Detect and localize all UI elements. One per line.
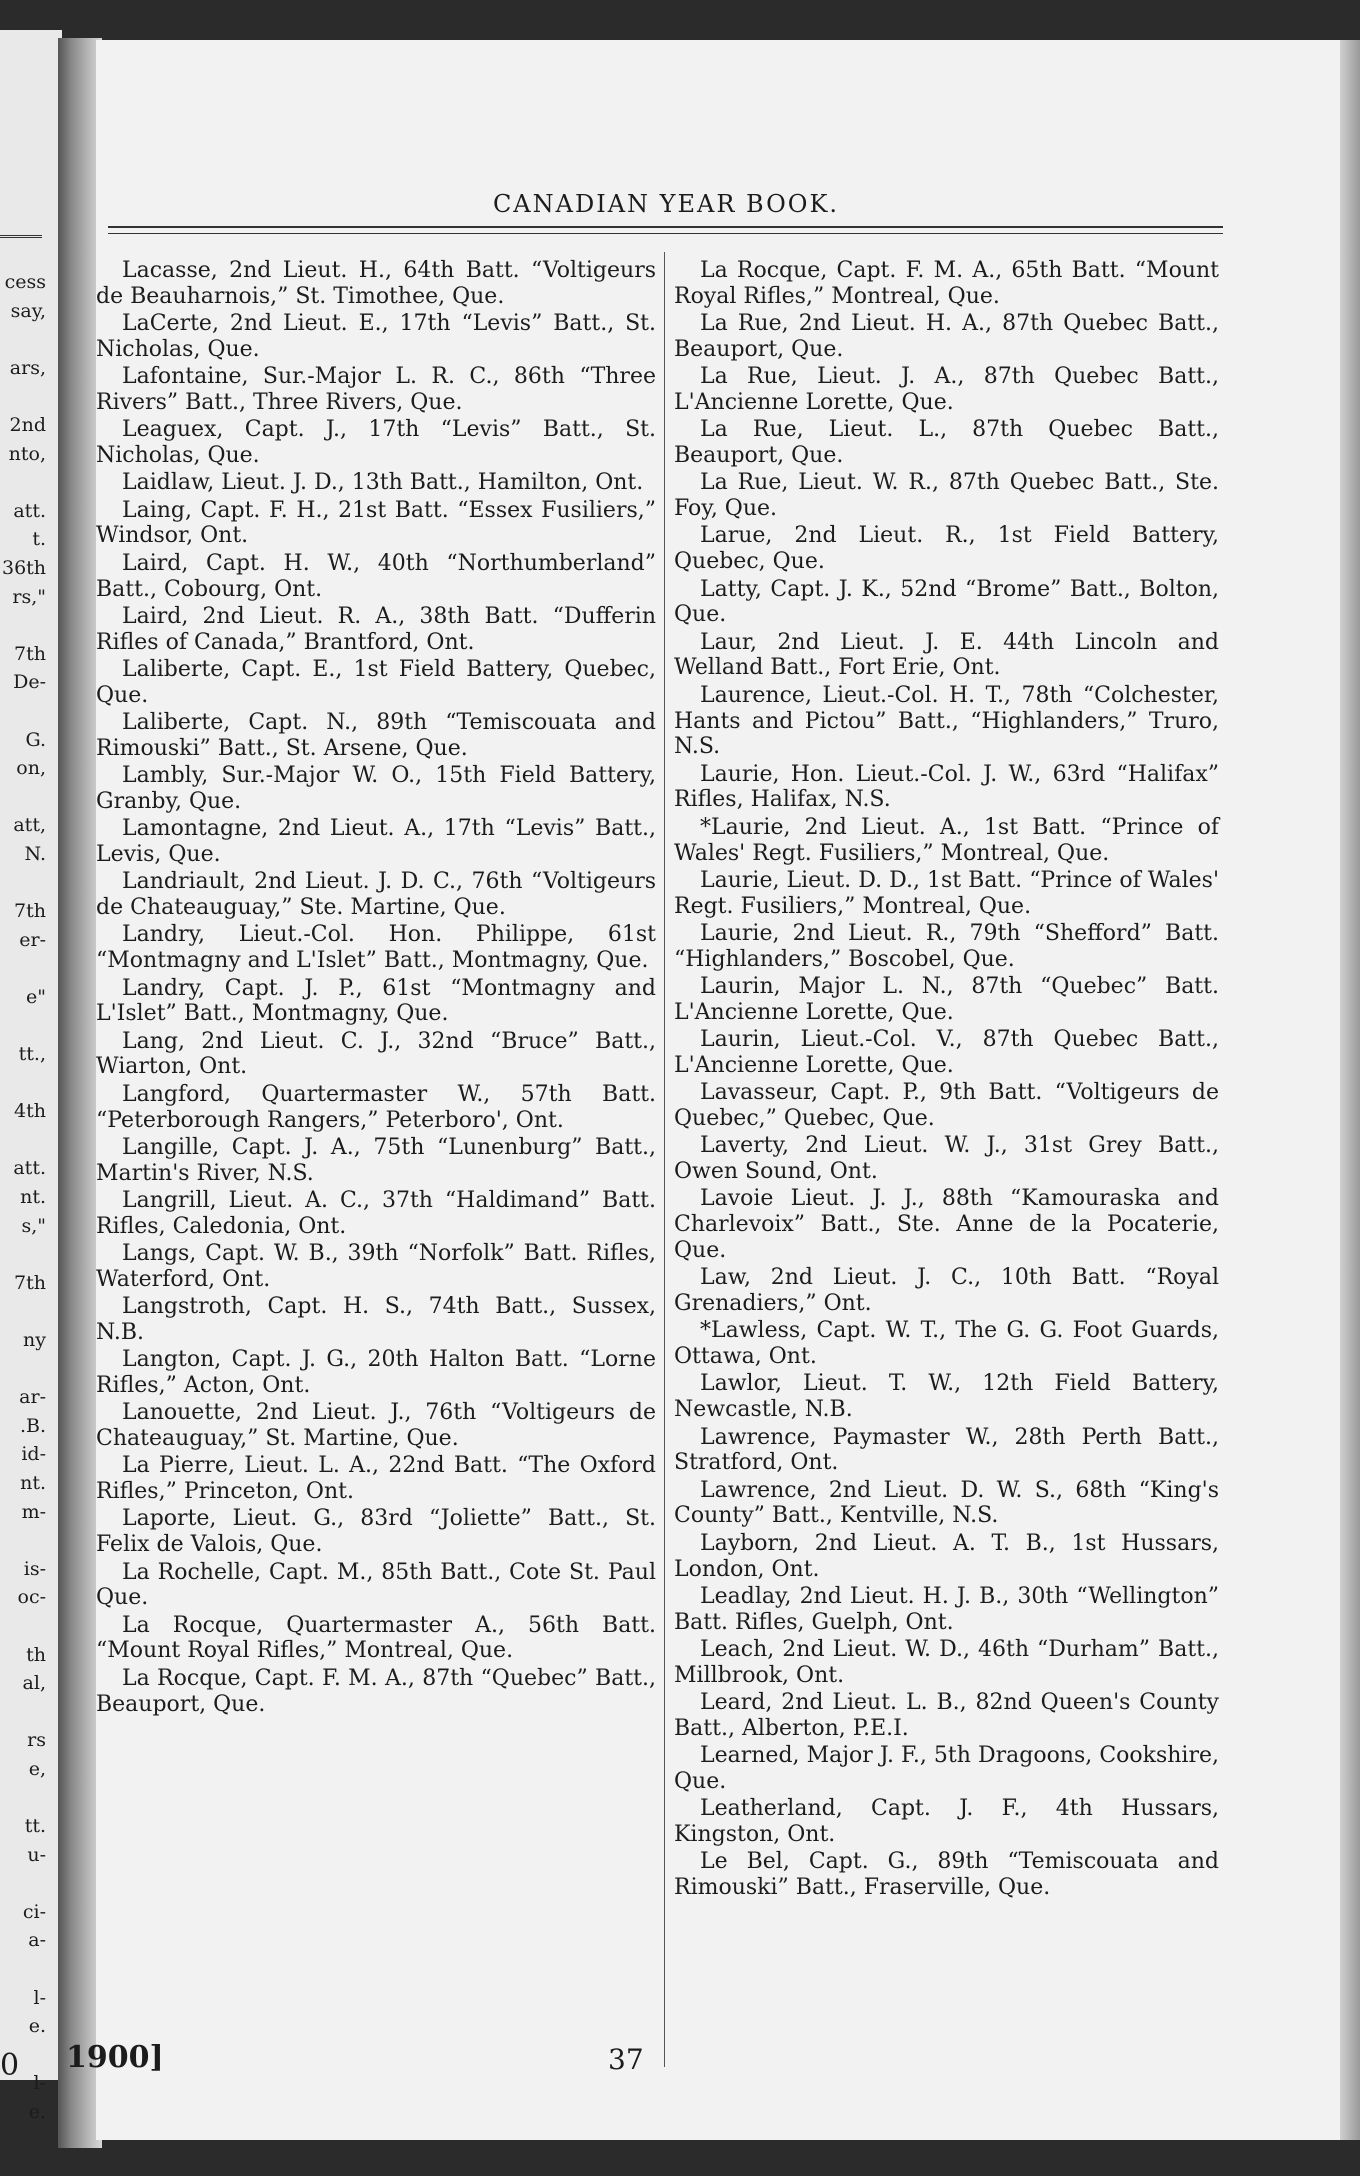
roster-entry: Laidlaw, Lieut. J. D., 13th Batt., Hamilton, Ont.: [122, 470, 644, 496]
roster-entry: Laurin, Major L. N., 87th “Quebec” Batt. L'Ancienne Lorette, Que.: [674, 974, 1219, 1025]
previous-page-fragment: cess: [4, 271, 46, 293]
roster-entry: La Rochelle, Capt. M., 85th Batt., Cote St. Paul Que.: [96, 1559, 656, 1611]
roster-entry: Laliberte, Capt. E., 1st Field Battery, Quebec, Que.: [96, 656, 656, 708]
previous-page-fragment: [2, 954, 46, 983]
previous-page-fragment: t.: [32, 528, 46, 551]
previous-page-fragment: [2, 697, 46, 726]
previous-page-fragment: ci-: [22, 1900, 46, 1923]
previous-page-fragment: l-: [33, 1986, 46, 2009]
previous-page-fragment: say,: [10, 299, 46, 322]
previous-page-fragment: [2, 611, 46, 640]
previous-page-fragment: nt.: [20, 1186, 46, 1208]
previous-page-fragment: att.: [13, 499, 46, 522]
roster-entry: La Rue, Lieut. J. A., 87th Quebec Batt., L'Ancienne Lorette, Que.: [674, 364, 1219, 415]
previous-page-fragment: e.: [28, 2101, 46, 2123]
roster-entry: Landry, Lieut.-Col. Hon. Philippe, 61st “Montmagny and L'Islet” Batt., Montmagny, Que.: [96, 922, 656, 974]
previous-page-fragment: e": [26, 985, 46, 1008]
roster-entry: Lavasseur, Capt. P., 9th Batt. “Voltigeurs de Quebec,” Quebec, Que.: [674, 1080, 1219, 1131]
footer-year: 1900]: [66, 2040, 164, 2075]
roster-entry: Laurin, Lieut.-Col. V., 87th Quebec Batt., L'Ancienne Lorette, Que.: [674, 1027, 1219, 1078]
previous-page-fragment: [2, 1955, 46, 1984]
roster-entry: La Rue, Lieut. W. R., 87th Quebec Batt., Ste. Foy, Que.: [674, 470, 1219, 522]
roster-entry: Langstroth, Capt. H. S., 74th Batt., Sussex, N.B.: [96, 1294, 656, 1345]
roster-entry: Langrill, Lieut. A. C., 37th “Haldimand” Batt. Rifles, Caledonia, Ont.: [96, 1187, 656, 1239]
previous-page-fragment: 36th: [2, 556, 47, 579]
previous-page-fragment: [2, 1612, 46, 1641]
roster-entry: Landriault, 2nd Lieut. J. D. C., 76th “Voltigeurs de Chateauguay,” Ste. Martine, Que.: [96, 869, 656, 921]
roster-entry: Laur, 2nd Lieut. J. E. 44th Lincoln and Welland Batt., Fort Erie, Ont.: [674, 629, 1219, 681]
roster-entry: La Rocque, Capt. F. M. A., 87th “Quebec” Batt., Beauport, Que.: [96, 1665, 656, 1717]
previous-page-fragment: [2, 1069, 46, 1098]
previous-page-fragment: [2, 468, 46, 497]
roster-entry: Leatherland, Capt. J. F., 4th Hussars, Kingston, Ont.: [674, 1796, 1219, 1848]
previous-page-fragment: [2, 382, 46, 411]
previous-page-fragment: ny: [23, 1328, 46, 1351]
roster-entry: Lafontaine, Sur.-Major L. R. C., 86th “Three Rivers” Batt., Three Rivers, Que.: [96, 364, 656, 415]
roster-entry: Langton, Capt. J. G., 20th Halton Batt. “Lorne Rifles,” Acton, Ont.: [96, 1347, 656, 1398]
book-page: [66, 40, 1356, 2140]
running-title: CANADIAN YEAR BOOK.: [492, 190, 840, 218]
previous-page-fragment: u-: [27, 1843, 46, 1866]
roster-entry: Latty, Capt. J. K., 52nd “Brome” Batt., Bolton, Que.: [674, 576, 1219, 628]
previous-page-fragment: ars,: [9, 356, 46, 379]
previous-page-fragment: on,: [16, 757, 46, 780]
previous-page-fragment: [2, 868, 46, 897]
previous-page-fragment: rs,": [12, 585, 46, 608]
previous-page-fragment: [2, 1526, 46, 1555]
roster-entry: *Lawless, Capt. W. T., The G. G. Foot Guards, Ottawa, Ont.: [674, 1318, 1219, 1370]
roster-entry: Learned, Major J. F., 5th Dragoons, Cookshire, Que.: [674, 1743, 1219, 1794]
roster-entry: Laurie, 2nd Lieut. R., 79th “Shefford” Batt. “Highlanders,” Boscobel, Que.: [674, 920, 1219, 972]
roster-entry: Leard, 2nd Lieut. L. B., 82nd Queen's County Batt., Alberton, P.E.I.: [674, 1690, 1219, 1741]
roster-entry: *Laurie, 2nd Lieut. A., 1st Batt. “Prince of Wales' Regt. Fusiliers,” Montreal, Que.: [674, 814, 1219, 866]
previous-page-fragment: th: [26, 1643, 46, 1666]
previous-page-fragment: er-: [19, 928, 46, 951]
roster-entry: Le Bel, Capt. G., 89th “Temiscouata and Rimouski” Batt., Fraserville, Que.: [674, 1849, 1219, 1901]
previous-page-fragment: [2, 1297, 46, 1326]
previous-page-fragment: 7th: [14, 1271, 46, 1294]
previous-page-fragment: De-: [13, 671, 46, 694]
previous-page-rule: [0, 235, 42, 238]
roster-entry: Laporte, Lieut. G., 83rd “Joliette” Batt., St. Felix de Valois, Que.: [96, 1506, 656, 1558]
previous-page-fragment: N.: [24, 842, 46, 865]
previous-page-fragment: e,: [28, 1757, 46, 1780]
roster-entry: Law, 2nd Lieut. J. C., 10th Batt. “Royal Grenadiers,” Ont.: [674, 1265, 1219, 1317]
roster-entry: Laurence, Lieut.-Col. H. T., 78th “Colchester, Hants and Pictou” Batt., “Highlanders,” Truro, N.S.: [674, 682, 1219, 760]
previous-page-fragment: is-: [23, 1557, 46, 1580]
previous-page-fragment: [2, 1783, 46, 1812]
previous-page-fragment: s,": [21, 1214, 46, 1237]
header-rule: [108, 226, 1223, 234]
roster-entry: Laird, Capt. H. W., 40th “Northumberland” Batt., Cobourg, Ont.: [96, 550, 656, 602]
previous-page-edge: [0, 30, 62, 2123]
roster-entry: Langs, Capt. W. B., 39th “Norfolk” Batt. Rifles, Waterford, Ont.: [96, 1240, 656, 1292]
roster-entry: Lacasse, 2nd Lieut. H., 64th Batt. “Voltigeurs de Beauharnois,” St. Timothee, Que.: [96, 258, 656, 309]
previous-page-fragment: rs: [27, 1729, 46, 1752]
right-column: [674, 258, 1219, 1902]
roster-entry: Laurie, Hon. Lieut.-Col. J. W., 63rd “Halifax” Rifles, Halifax, N.S.: [674, 761, 1219, 813]
previous-page-fragment: [2, 1355, 46, 1384]
previous-page-fragment: l-: [33, 2072, 46, 2095]
roster-entry: Lawrence, 2nd Lieut. D. W. S., 68th “King's County” Batt., Kentville, N.S.: [674, 1477, 1219, 1529]
left-column: [96, 258, 656, 1719]
roster-entry: La Rocque, Quartermaster A., 56th Batt. “Mount Royal Rifles,” Montreal, Que.: [96, 1612, 656, 1664]
previous-page-fragment: ar-: [19, 1386, 46, 1409]
previous-page-fragment: m-: [21, 1500, 46, 1523]
previous-page-fragment: e.: [28, 2015, 46, 2038]
roster-entry: Laverty, 2nd Lieut. W. J., 31st Grey Batt., Owen Sound, Ont.: [674, 1133, 1219, 1185]
previous-page-fragment: [2, 1126, 46, 1155]
roster-entry: Lawrence, Paymaster W., 28th Perth Batt., Stratford, Ont.: [674, 1424, 1219, 1476]
previous-page-fragment: G.: [25, 728, 46, 751]
roster-entry: Lambly, Sur.-Major W. O., 15th Field Battery, Granby, Que.: [96, 763, 656, 814]
previous-page-fragment: id-: [21, 1443, 46, 1466]
roster-entry: Laurie, Lieut. D. D., 1st Batt. “Prince of Wales' Regt. Fusiliers,” Montreal, Que.: [674, 867, 1219, 919]
roster-entry: Lamontagne, 2nd Lieut. A., 17th “Levis” Batt., Levis, Que.: [96, 816, 656, 868]
page-number: 37: [608, 2043, 644, 2076]
previous-page-fragment: oc-: [17, 1586, 46, 1609]
roster-entry: Larue, 2nd Lieut. R., 1st Field Battery, Quebec, Que.: [674, 523, 1219, 575]
roster-entry: Lavoie Lieut. J. J., 88th “Kamouraska and Charlevoix” Batt., Ste. Anne de la Pocaterie, Que.: [674, 1186, 1219, 1263]
roster-entry: La Pierre, Lieut. L. A., 22nd Batt. “The Oxford Rifles,” Princeton, Ont.: [96, 1453, 656, 1505]
previous-page-fragment: [2, 1240, 46, 1269]
previous-page-fragment: 7th: [14, 900, 46, 923]
roster-entry: Landry, Capt. J. P., 61st “Montmagny and L'Islet” Batt., Montmagny, Que.: [96, 975, 656, 1027]
previous-page-fragment: 7th: [14, 642, 46, 665]
previous-page-fragment: [2, 783, 46, 812]
roster-entry: Lang, 2nd Lieut. C. J., 32nd “Bruce” Batt., Wiarton, Ont.: [96, 1028, 656, 1080]
roster-entry: Layborn, 2nd Lieut. A. T. B., 1st Hussars, London, Ont.: [674, 1530, 1219, 1582]
previous-page-folio: 0: [0, 2048, 20, 2083]
roster-entry: La Rocque, Capt. F. M. A., 65th Batt. “Mount Royal Rifles,” Montreal, Que.: [674, 258, 1219, 309]
page-edge-shadow: [1340, 40, 1360, 2140]
previous-page-fragment: att,: [13, 814, 46, 837]
roster-entry: LaCerte, 2nd Lieut. E., 17th “Levis” Batt., St. Nicholas, Que.: [96, 311, 656, 362]
previous-page-fragment: .B.: [19, 1414, 46, 1437]
roster-entry: Laird, 2nd Lieut. R. A., 38th Batt. “Dufferin Rifles of Canada,” Brantford, Ont.: [96, 603, 656, 655]
previous-page-fragment: [2, 1698, 46, 1727]
previous-page-fragment: tt.,: [18, 1043, 46, 1066]
roster-entry: Leaguex, Capt. J., 17th “Levis” Batt., St. Nicholas, Que.: [96, 417, 656, 469]
column-divider: [664, 252, 665, 2067]
roster-entry: Langille, Capt. J. A., 75th “Lunenburg” Batt., Martin's River, N.S.: [96, 1134, 656, 1186]
roster-entry: Laliberte, Capt. N., 89th “Temiscouata and Rimouski” Batt., St. Arsene, Que.: [96, 710, 656, 761]
roster-entry: Langford, Quartermaster W., 57th Batt. “Peterborough Rangers,” Peterboro', Ont.: [96, 1081, 656, 1133]
roster-entry: Leadlay, 2nd Lieut. H. J. B., 30th “Wellington” Batt. Rifles, Guelph, Ont.: [674, 1583, 1219, 1635]
roster-entry: Lawlor, Lieut. T. W., 12th Field Battery, Newcastle, N.B.: [674, 1371, 1219, 1423]
previous-page-fragment: nto,: [8, 442, 46, 465]
previous-page-fragments: [2, 268, 46, 2127]
previous-page-fragment: [2, 325, 46, 354]
previous-page-fragment: 4th: [14, 1100, 46, 1123]
previous-page-fragment: nt.: [20, 1471, 46, 1494]
previous-page-fragment: a-: [28, 1929, 46, 1952]
roster-entry: La Rue, Lieut. L., 87th Quebec Batt., Beauport, Que.: [674, 417, 1219, 469]
roster-entry: Leach, 2nd Lieut. W. D., 46th “Durham” Batt., Millbrook, Ont.: [674, 1636, 1219, 1688]
previous-page-fragment: [2, 1869, 46, 1898]
previous-page-fragment: tt.: [24, 1815, 46, 1838]
previous-page-fragment: [2, 1011, 46, 1040]
previous-page-fragment: 2nd: [9, 413, 46, 436]
previous-page-fragment: al,: [22, 1672, 46, 1695]
roster-entry: Lanouette, 2nd Lieut. J., 76th “Voltigeurs de Chateauguay,” St. Martine, Que.: [96, 1400, 656, 1452]
roster-entry: Laing, Capt. F. H., 21st Batt. “Essex Fusiliers,” Windsor, Ont.: [96, 497, 656, 549]
previous-page-fragment: att.: [13, 1157, 46, 1180]
roster-entry: La Rue, 2nd Lieut. H. A., 87th Quebec Batt., Beauport, Que.: [674, 311, 1219, 362]
